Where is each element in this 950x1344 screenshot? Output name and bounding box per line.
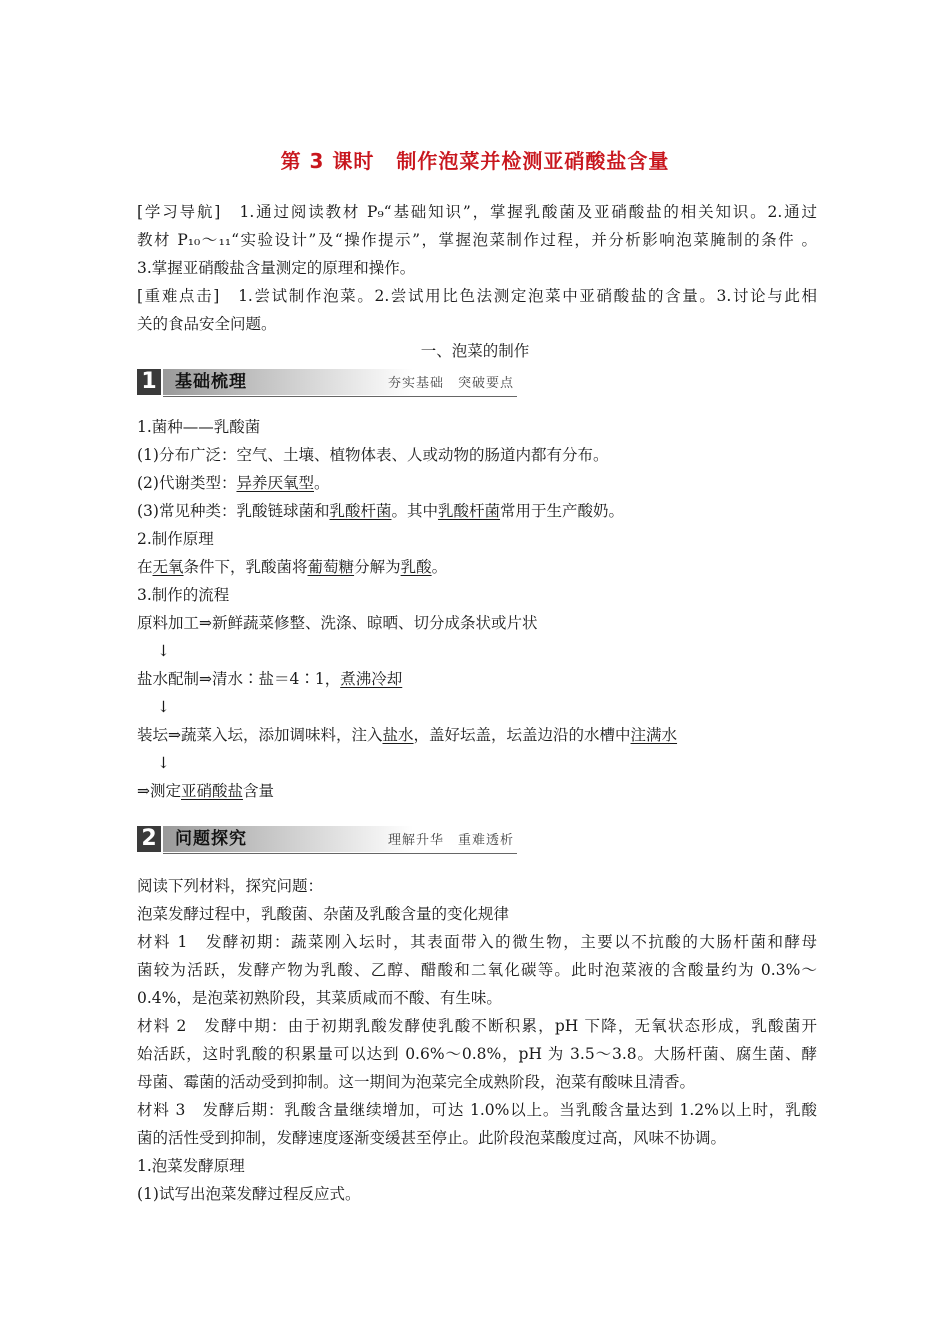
- text-line: (2)代谢类型：异养厌氧型。: [137, 474, 330, 492]
- answer-blank: 亚硝酸盐: [181, 782, 244, 800]
- down-arrow-icon: ↓: [157, 642, 170, 660]
- material-2-line: 始活跃，这时乳酸的积累量可以达到 0.6%～0.8%，pH 为 3.5～3.8。大肠杆菌、腐生菌、酵: [137, 1045, 817, 1063]
- banner-title: 问题探究: [175, 829, 247, 849]
- basic-review-content: [137, 413, 817, 805]
- text-line: 3.制作的流程: [137, 586, 230, 604]
- guide-line: 教材 P₁₀～₁₁“实验设计”及“操作提示”，掌握泡菜制作过程，并分析影响泡菜腌制的条件 。: [137, 231, 817, 249]
- problem-inquiry-content: [137, 872, 817, 1208]
- text-line: 2.制作原理: [137, 530, 214, 548]
- banner-subtitle: 夯实基础 突破要点: [387, 376, 514, 391]
- flow-step-1: 原料加工⇒新鲜蔬菜修整、洗涤、晾晒、切分成条状或片状: [137, 614, 538, 632]
- answer-blank: 煮沸冷却: [340, 670, 403, 688]
- answer-blank: 异养厌氧型: [236, 474, 314, 492]
- answer-blank: 乳酸杆菌: [438, 502, 501, 520]
- banner-subtitle: 理解升华 重难透析: [387, 833, 514, 848]
- section-heading: 一、泡菜的制作: [420, 342, 530, 360]
- banner-number: 2: [137, 826, 161, 852]
- page-title: [0, 145, 950, 174]
- text-line: (1)分布广泛：空气、土壤、植物体表、人或动物的肠道内都有分布。: [137, 446, 609, 464]
- banner-number: 1: [137, 369, 161, 395]
- flow-step-3: 装坛⇒蔬菜入坛，添加调味料，注入盐水，盖好坛盖，坛盖边沿的水槽中注满水: [137, 726, 678, 744]
- guide-line: 3.掌握亚硝酸盐含量测定的原理和操作。: [137, 259, 416, 277]
- answer-blank: 葡萄糖: [307, 558, 355, 576]
- material-1-line: 菌较为活跃，发酵产物为乳酸、乙醇、醋酸和二氧化碳等。此时泡菜液的含酸量约为 0.3%～: [137, 961, 817, 979]
- answer-blank: 乳酸: [400, 558, 432, 576]
- material-2-line: 母菌、霉菌的活动受到抑制。这一期间为泡菜完全成熟阶段，泡菜有酸味且清香。: [137, 1073, 696, 1091]
- text-line: (3)常见种类：乳酸链球菌和乳酸杆菌。其中乳酸杆菌常用于生产酸奶。: [137, 502, 625, 520]
- key-points-line: [重难点击] 1.尝试制作泡菜。2.尝试用比色法测定泡菜中亚硝酸盐的含量。3.讨论与此相: [137, 287, 817, 305]
- answer-blank: 注满水: [630, 726, 678, 744]
- banner-rule: [163, 853, 517, 854]
- material-3-line: 菌的活性受到抑制，发酵速度逐渐变缓甚至停止。此阶段泡菜酸度过高，风味不协调。: [137, 1129, 727, 1147]
- banner-problem-inquiry: [137, 826, 517, 852]
- banner-rule: [163, 396, 517, 397]
- text-line: 在无氧条件下，乳酸菌将葡萄糖分解为乳酸。: [137, 558, 448, 576]
- answer-blank: 无氧: [152, 558, 184, 576]
- text-line: 1.菌种——乳酸菌: [137, 418, 261, 436]
- text-line: 1.泡菜发酵原理: [137, 1157, 245, 1175]
- answer-blank: 盐水: [382, 726, 414, 744]
- text-line: 阅读下列材料，探究问题：: [137, 877, 324, 895]
- lesson-number: 第 3 课时: [280, 149, 375, 173]
- flow-step-2: 盐水配制⇒清水∶盐＝4∶1，煮沸冷却: [137, 670, 403, 688]
- material-2-line: 材料 2 发酵中期：由于初期乳酸发酵使乳酸不断积累，pH 下降，无氧状态形成，乳酸菌开: [137, 1017, 817, 1035]
- text-line: 泡菜发酵过程中，乳酸菌、杂菌及乳酸含量的变化规律: [137, 905, 510, 923]
- flow-step-4: ⇒测定亚硝酸盐含量: [137, 782, 275, 800]
- banner-basic-review: [137, 369, 517, 395]
- down-arrow-icon: ↓: [157, 698, 170, 716]
- guide-line: [学习导航] 1.通过阅读教材 P₉“基础知识”，掌握乳酸菌及亚硝酸盐的相关知识。2.通过: [137, 203, 817, 221]
- answer-blank: 乳酸杆菌: [329, 502, 392, 520]
- lesson-title: 制作泡菜并检测亚硝酸盐含量: [396, 149, 670, 173]
- down-arrow-icon: ↓: [157, 754, 170, 772]
- material-1-line: 0.4%，是泡菜初熟阶段，其菜质咸而不酸、有生味。: [137, 989, 502, 1007]
- material-1-line: 材料 1 发酵初期：蔬菜刚入坛时，其表面带入的微生物，主要以不抗酸的大肠杆菌和酵母: [137, 933, 817, 951]
- material-3-line: 材料 3 发酵后期：乳酸含量继续增加，可达 1.0%以上。当乳酸含量达到 1.2%以上时，乳酸: [137, 1101, 817, 1119]
- text-line: (1)试写出泡菜发酵过程反应式。: [137, 1185, 361, 1203]
- learning-guide: [137, 198, 817, 338]
- key-points-line: 关的食品安全问题。: [137, 315, 277, 333]
- banner-title: 基础梳理: [175, 372, 247, 392]
